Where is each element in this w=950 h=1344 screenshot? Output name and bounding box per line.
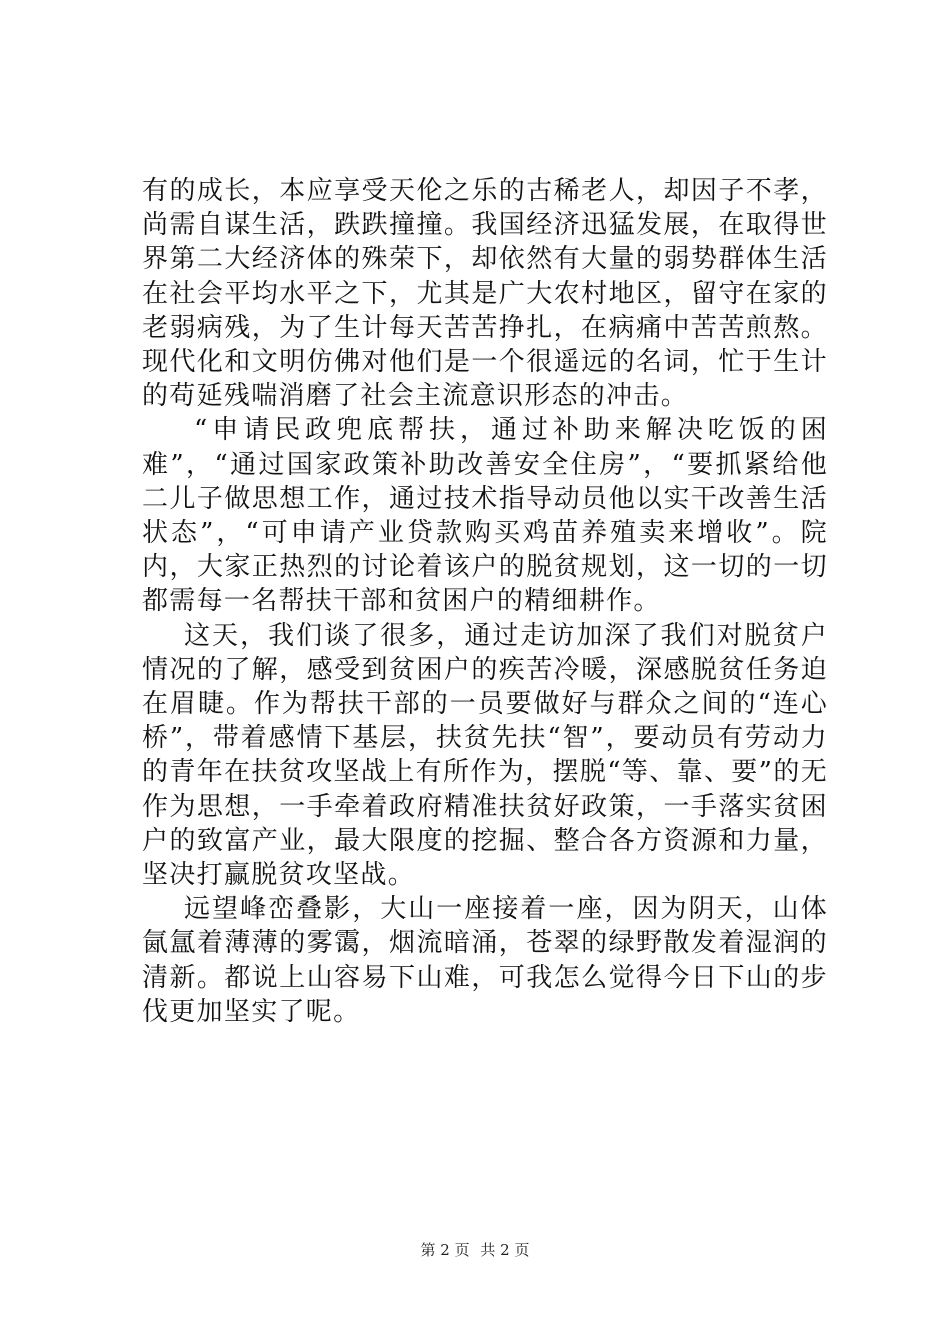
paragraph-continuation: 有的成长，本应享受天伦之乐的古稀老人，却因子不孝，尚需自谋生活，跌跌撞撞。我国经济迅猛发展，在取得世界第二大经济体的殊荣下，却依然有大量的弱势群体生活在社会平均水平之下，尤其是广大农村地区，留守在家的老弱病残，为了生计每天苦苦挣扎，在病痛中苦苦煎熬。现代化和文明仿佛对他们是一个很遥远的名词，忙于生计的苟延残喘消磨了社会主流意识形态的冲击。: [142, 176, 828, 412]
document-body: [142, 174, 828, 1029]
paragraph-visit-reflection: 这天，我们谈了很多，通过走访加深了我们对脱贫户情况的了解，感受到贫困户的疾苦冷暖，深感脱贫任务迫在眉睫。作为帮扶干部的一员要做好与群众之间的“连心桥”，带着感情下基层，扶贫先扶“智”，要动员有劳动力的青年在扶贫攻坚战上有所作为，摆脱“等、靠、要”的无作为思想，一手牵着政府精准扶贫好政策，一手落实贫困户的致富产业，最大限度的挖掘、整合各方资源和力量，坚决打赢脱贫攻坚战。: [142, 620, 828, 891]
paragraph-mountain-scenery: 远望峰峦叠影，大山一座接着一座，因为阴天，山体氤氲着薄薄的雾霭，烟流暗涌，苍翠的绿野散发着湿润的清新。都说上山容易下山难，可我怎么觉得今日下山的步伐更加坚实了呢。: [142, 894, 828, 1027]
page-number: 第 2 页: [420, 1241, 470, 1259]
paragraph-poverty-plan-discussion: “申请民政兜底帮扶，通过补助来解决吃饭的困难”，“通过国家政策补助改善安全住房”，“要抓紧给他二儿子做思想工作，通过技术指导动员他以实干改善生活状态”，“可申请产业贷款购买鸡苗养殖卖来增收”。院内，大家正热烈的讨论着该户的脱贫规划，这一切的一切都需每一名帮扶干部和贫困户的精细耕作。: [142, 415, 828, 617]
page-footer: [0, 1240, 950, 1260]
page-total: 共 2 页: [480, 1241, 530, 1259]
